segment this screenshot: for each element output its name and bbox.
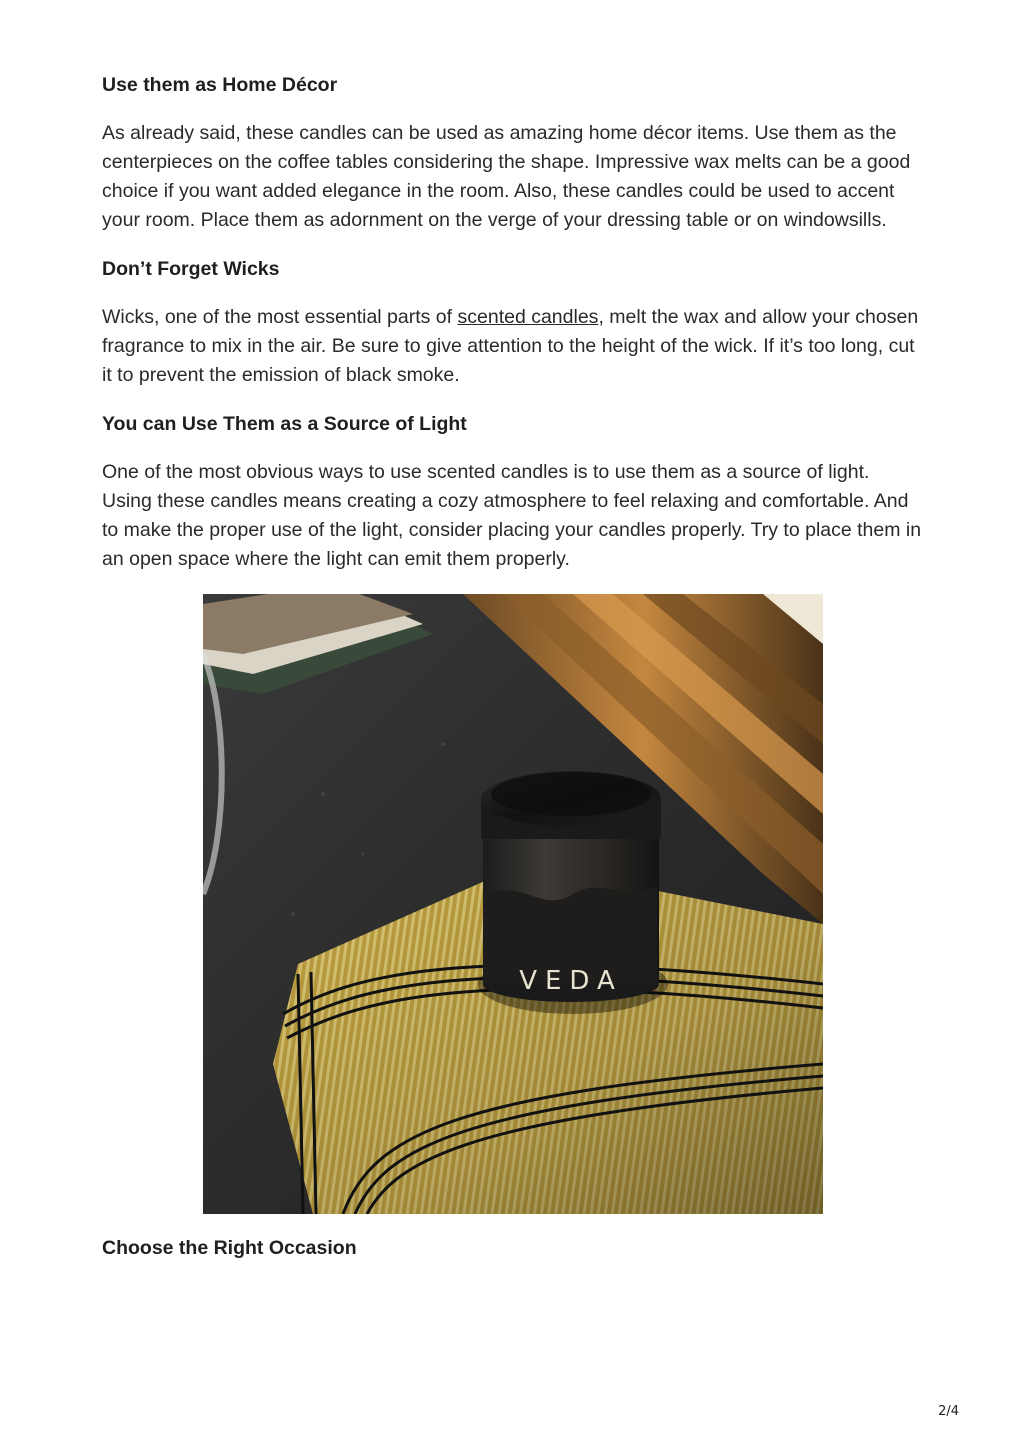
paragraph-text: , melt the wax and allow your chosen fragrance to mix in the air. Be sure to give attention to the height of the wick. If it’s too long, cut it to prevent the emission of black smoke.: [102, 306, 919, 386]
paragraph-text: Wicks, one of the most essential parts of: [102, 306, 458, 328]
scented-candles-link[interactable]: scented candles: [457, 306, 599, 328]
section-paragraph-light-source: One of the most obvious ways to use scented candles is to use them as a source of light. Using these candles means creating a cozy atmosphere to feel relaxing and comfortable. And to make the proper use of the light, consider placing your candles properly. Try to place them in an open space where the light can emit them properly.: [102, 461, 922, 570]
section-heading-light-source: You can Use Them as a Source of Light: [102, 413, 467, 435]
section-paragraph-wicks: [102, 303, 922, 390]
section-paragraph-home-decor: As already said, these candles can be used as amazing home décor items. Use them as the centerpieces on the coffee tables considering the shape. Impressive wax melts can be a good choice if you want added elegance in the room. Also, these candles could be used to accent your room. Place them as adornment on the verge of your dressing table or on windowsills.: [102, 122, 911, 231]
candle-photo: [203, 594, 823, 1214]
section-heading-wicks: Don’t Forget Wicks: [102, 258, 280, 280]
document-page: [102, 71, 922, 1282]
section-heading-occasion: Choose the Right Occasion: [102, 1237, 357, 1259]
page-number: 2/4: [938, 1404, 959, 1419]
section-heading-home-decor: Use them as Home Décor: [102, 74, 338, 96]
candle-brand-label: VEDA: [519, 966, 623, 996]
